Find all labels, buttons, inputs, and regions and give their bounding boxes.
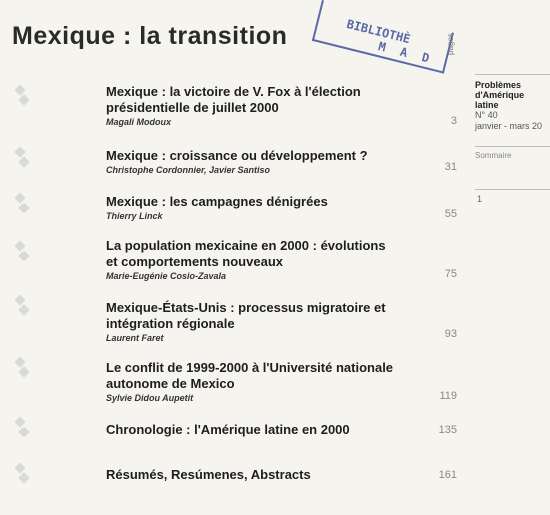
toc-entry-title: Résumés, Resúmenes, Abstracts <box>106 467 311 482</box>
toc-entry-page: 135 <box>438 424 457 436</box>
stamp-line-1: BIBLIOTHÈ <box>345 16 412 47</box>
pages-column-label: pages <box>446 33 455 55</box>
journal-info <box>475 80 550 132</box>
toc-entry-author: Sylvie Didou Aupetit <box>106 393 194 403</box>
toc-entry-page: 55 <box>444 208 457 220</box>
decorative-mark <box>12 82 32 112</box>
toc-entry-page: 31 <box>444 161 457 173</box>
decorative-mark <box>12 190 32 220</box>
journal-date: janvier - mars 20 <box>475 121 543 131</box>
toc-entry-page: 75 <box>444 268 457 280</box>
toc-entry-author: Laurent Faret <box>106 333 164 343</box>
toc-entry-page: 119 <box>439 390 457 402</box>
toc-entry[interactable] <box>106 84 406 128</box>
toc-entry-title: Mexique : croissance ou développement ? <box>106 148 368 163</box>
toc-entry-page: 93 <box>444 328 457 340</box>
sidebar-top-rule <box>475 74 550 75</box>
decorative-mark <box>12 238 32 268</box>
toc-entry-author: Marie-Eugénie Cosio-Zavala <box>106 271 227 281</box>
toc-entry[interactable] <box>106 238 386 282</box>
toc-entry-title: La population mexicaine en 2000 : évolutions et comportements nouveaux <box>106 238 386 269</box>
toc-entry-page: 3 <box>450 115 457 127</box>
toc-entry-title: Le conflit de 1999-2000 à l'Université nationale autonome de Mexico <box>106 360 394 391</box>
toc-entry[interactable] <box>106 360 396 404</box>
sidebar-mid-rule <box>475 146 550 147</box>
decorative-mark <box>12 460 32 490</box>
toc-entry-author: Thierry Linck <box>106 211 163 221</box>
page-title: Mexique : la transition <box>12 22 288 50</box>
sidebar-bottom-rule <box>475 189 550 190</box>
page-marker: 1 <box>477 194 483 204</box>
decorative-mark <box>12 354 32 384</box>
library-stamp <box>312 0 454 74</box>
toc-entry-title: Chronologie : l'Amérique latine en 2000 <box>106 422 350 437</box>
journal-issue: N° 40 <box>475 110 498 120</box>
decorative-mark <box>12 414 32 444</box>
toc-entry-title: Mexique-États-Unis : processus migratoire et intégration régionale <box>106 300 386 331</box>
toc-entry-title: Mexique : la victoire de V. Fox à l'élection présidentielle de juillet 2000 <box>106 84 361 115</box>
toc-entry-author: Magali Modoux <box>106 117 171 127</box>
toc-entry[interactable] <box>106 300 406 344</box>
toc-entry-page: 161 <box>438 469 457 481</box>
journal-title: Problèmes d'Amérique latine <box>475 80 525 110</box>
decorative-mark <box>12 292 32 322</box>
decorative-mark <box>12 144 32 174</box>
toc-entry-title: Mexique : les campagnes dénigrées <box>106 194 328 209</box>
toc-entry-author: Christophe Cordonnier, Javier Santiso <box>106 165 271 175</box>
stamp-line-2: M A D <box>376 39 435 67</box>
summary-label: Sommaire <box>475 151 512 160</box>
